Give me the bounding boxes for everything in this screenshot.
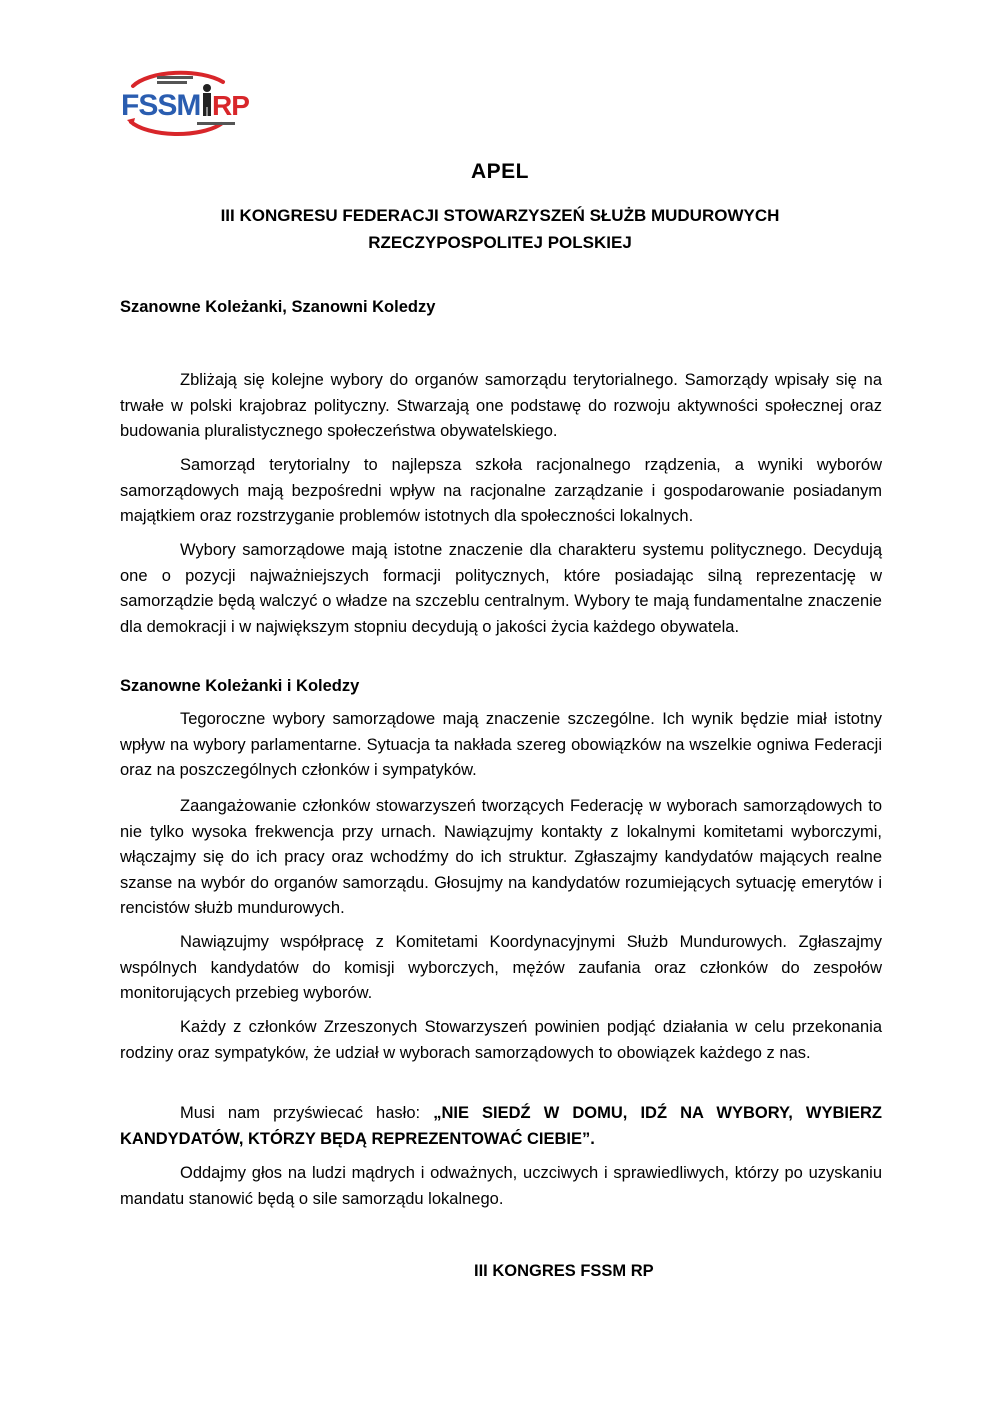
paragraph-6: Nawiązujmy współpracę z Komitetami Koordynacyjnymi Służb Mundurowych. Zgłaszajmy wspólnych kandydatów do komisji wyborczych, mężów zaufania oraz członków do zespołów monitorujących przebieg wyborów. [120, 933, 882, 1002]
slogan-paragraph [120, 1101, 882, 1152]
svg-text:RP: RP [212, 90, 249, 121]
paragraph-2: Samorząd terytorialny to najlepsza szkoła racjonalnego rządzenia, a wyniki wyborów samorządowych mają bezpośredni wpływ na racjonalne zarządzanie i gospodarowanie posiadanym majątkiem oraz rozstrzyganie problemów istotnych dla społeczności lokalnych. [120, 456, 882, 525]
paragraph-1: Zbliżają się kolejne wybory do organów samorządu terytorialnego. Samorządy wpisały się na trwałe w polski krajobraz polityczny. Stwarzają one podstawę do rozwoju aktywności społecznej oraz budowania pluralistycznego społeczeństwa obywatelskiego. [120, 371, 882, 440]
salutation-2: Szanowne Koleżanki i Koledzy [120, 677, 360, 695]
closing-paragraph: Oddajmy głos na ludzi mądrych i odważnych, uczciwych i sprawiedliwych, którzy po uzyskaniu mandatu stanowić będą o sile samorządu lokalnego. [120, 1164, 882, 1208]
svg-text:FSSM: FSSM [121, 89, 201, 122]
paragraph-7: Każdy z członków Zrzeszonych Stowarzyszeń powinien podjąć działania w celu przekonania rodziny oraz sympatyków, że udział w wyborach samorządowych to obowiązek każdego z nas. [120, 1018, 882, 1062]
subtitle-line-1: III KONGRESU FEDERACJI STOWARZYSZEŃ SŁUŻB MUDUROWYCH [220, 206, 780, 225]
slogan-text: „NIE SIEDŹ W DOMU, IDŹ NA WYBORY, WYBIERZ KANDYDATÓW, KTÓRZY BĘDĄ REPREZENTOWAĆ CIEBIE”. [120, 1104, 882, 1148]
document-subtitle [120, 202, 880, 256]
signature: III KONGRES FSSM RP [474, 1262, 654, 1280]
paragraph-4: Tegoroczne wybory samorządowe mają znaczenie szczególne. Ich wynik będzie miał istotny wpływ na wybory parlamentarne. Sytuacja ta nakłada szereg obowiązków na wszelkie ogniwa Federacji oraz na poszczególnych członków i sympatyków. [120, 710, 882, 779]
fssm-rp-logo [113, 62, 249, 142]
salutation-1: Szanowne Koleżanki, Szanowni Koledzy [120, 298, 436, 316]
slogan-intro: Musi nam przyświecać hasło: [180, 1104, 434, 1122]
paragraph-3: Wybory samorządowe mają istotne znaczenie dla charakteru systemu politycznego. Decydują one o pozycji najważniejszych formacji politycznych, które posiadając silną reprezentację w samorządzie będą walczyć o władze na szczeblu centralnym. Wybory te mają fundamentalne znaczenie dla demokracji i w największym stopniu decydują o jakości życia każdego obywatela. [120, 541, 882, 636]
document-title: APEL [470, 160, 529, 183]
subtitle-line-2: RZECZYPOSPOLITEJ POLSKIEJ [368, 233, 632, 252]
paragraph-5: Zaangażowanie członków stowarzyszeń tworzących Federację w wyborach samorządowych to nie tylko wysoka frekwencja przy urnach. Nawiązujmy kontakty z lokalnymi komitetami wyborczymi, włączajmy się do ich pracy oraz wchodźmy do ich struktur. Zgłaszajmy kandydatów mających realne szanse na wybór do organów samorządu. Głosujmy na kandydatów rozumiejących sytuację emerytów i rencistów służb mundurowych. [120, 797, 882, 917]
